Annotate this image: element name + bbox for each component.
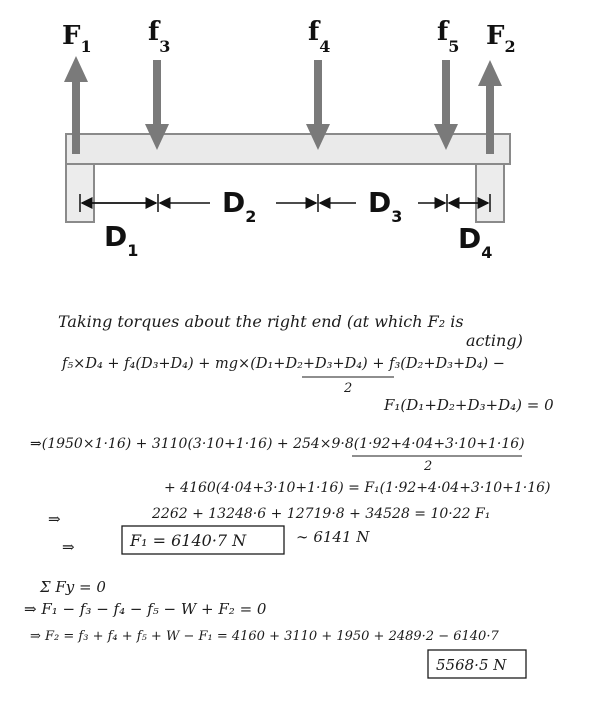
intro-line-2: acting) (466, 331, 523, 350)
substitution-line-3: 2262 + 13248·6 + 12719·8 + 34528 = 10·22 F₁ (152, 506, 491, 522)
substitution-denominator: 2 (424, 459, 433, 474)
torque-line-2: F₁(D₁+D₂+D₃+D₄) = 0 (384, 396, 554, 414)
fy-line-2: ⇒ F₂ = f₃ + f₄ + f₅ + W − F₁ = 4160 + 3110 + 1950 + 2489·2 − 6140·7 (30, 629, 499, 644)
label-d3: $D_3$ (368, 186, 403, 226)
result-f1: F₁ = 6140·7 N (130, 531, 247, 550)
left-support (66, 160, 94, 222)
label-d1: $D_1$ (104, 220, 139, 260)
label-f5: $f_5$ (437, 17, 460, 56)
label-f4: $f_4$ (308, 17, 331, 56)
label-d4: $D_4$ (458, 222, 493, 262)
handwritten-solution (24, 312, 554, 678)
result-approx: ∼ 6141 N (296, 528, 370, 546)
label-d2: $D_2$ (222, 186, 257, 226)
sum-fy: Σ Fy = 0 (40, 578, 106, 596)
torque-denominator: 2 (344, 381, 353, 396)
torque-line-1: f₅×D₄ + f₄(D₃+D₄) + mg×(D₁+D₂+D₃+D₄) + f₃(D₂+D₃+D₄) − (62, 356, 505, 372)
beam-group (66, 134, 510, 222)
intro-line-1: Taking torques about the right end (at which F₂ is (58, 312, 464, 331)
f2-result: 5568·5 N (436, 656, 507, 674)
dimension-lines (80, 194, 490, 212)
label-f2: $F_2$ (486, 21, 516, 56)
label-f3: $f_3$ (148, 17, 171, 56)
label-f1: $F_1$ (62, 21, 92, 56)
substitution-line-1: ⇒(1950×1·16) + 3110(3·10+1·16) + 254×9·8(1·92+4·04+3·10+1·16) (30, 436, 525, 452)
substitution-arrow: ⇒ (48, 510, 61, 528)
distance-labels (104, 186, 492, 262)
substitution-line-2: + 4160(4·04+3·10+1·16) = F₁(1·92+4·04+3·10+1·16) (164, 480, 551, 496)
right-support (476, 160, 504, 222)
force-labels (62, 17, 516, 56)
result-arrow: ⇒ (62, 538, 75, 556)
fy-line-1: ⇒ F₁ − f₃ − f₄ − f₅ − W + F₂ = 0 (24, 600, 267, 618)
